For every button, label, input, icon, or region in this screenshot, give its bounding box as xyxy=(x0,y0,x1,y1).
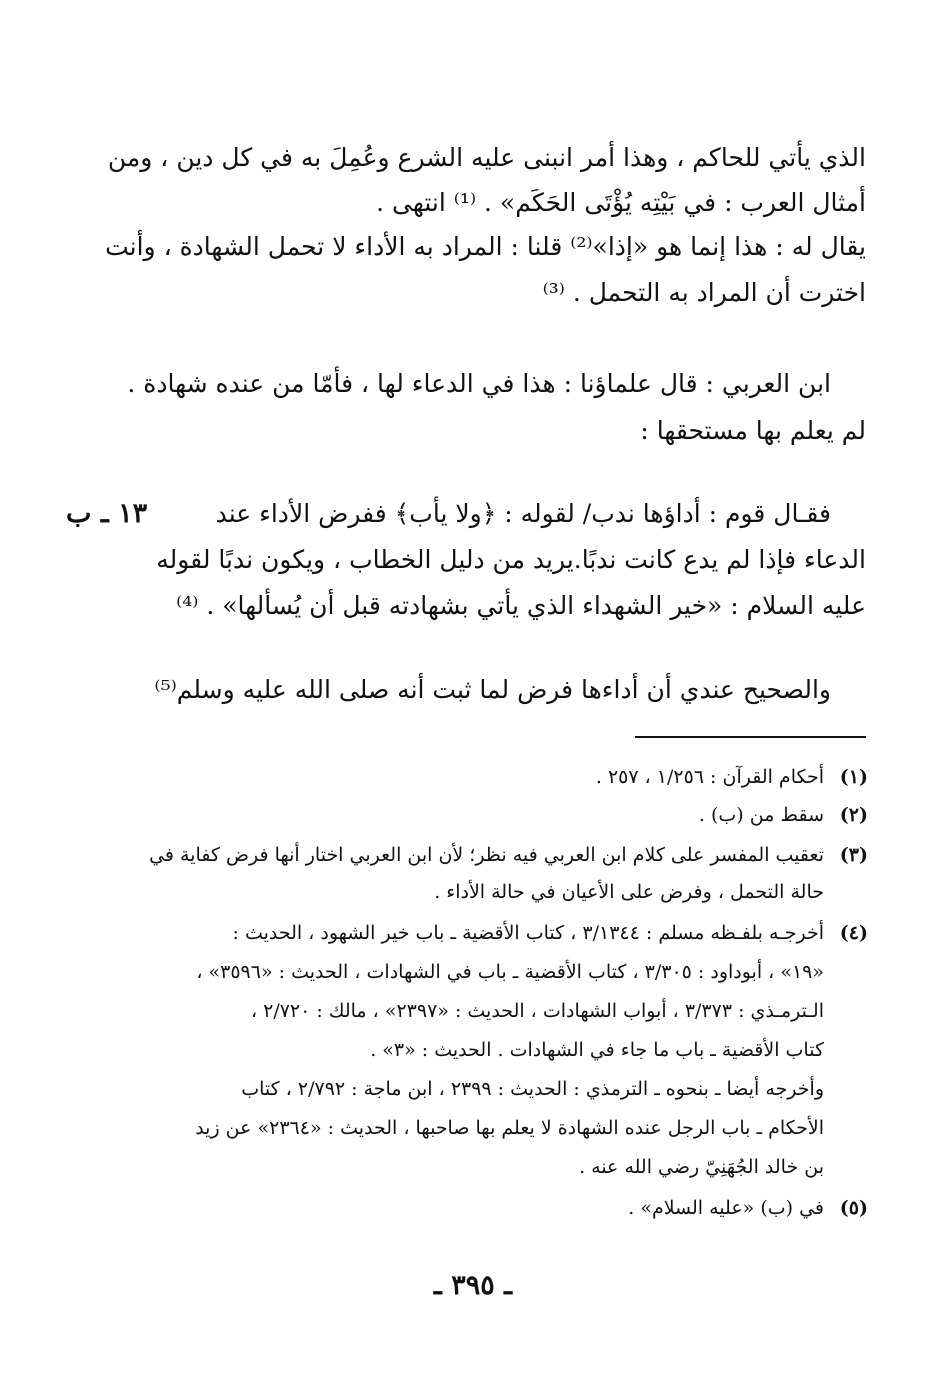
body-line: الدعاء فإذا لم يدع كانت ندبًا.يريد من دليل الخطاب ، ويكون ندبًا لقوله xyxy=(156,545,866,574)
body-line: اخترت أن المراد به التحمل . ⁽³⁾ xyxy=(542,278,866,307)
margin-folio-note: ١٣ ـ ب xyxy=(66,498,148,529)
footnote-line: الـترمـذي : ٣/٣٧٣ ، أبواب الشهادات ، الحديث : «٢٣٩٧» ، مالك : ٢/٧٢٠ ، xyxy=(250,1000,824,1022)
body-line: لم يعلم بها مستحقها : xyxy=(640,416,866,445)
footnote-line: تعقيب المفسر على كلام ابن العربي فيه نظر؛ لأن ابن العربي اختار أنها فرض كفاية في xyxy=(149,844,824,866)
body-line: الذي يأتي للحاكم ، وهذا أمر انبنى عليه الشرع وعُمِلَ به في كل دين ، ومن xyxy=(107,143,866,172)
body-line: أمثال العرب : في بَيْتِه يُؤْتَى الحَكَم» . ⁽¹⁾ انتهى . xyxy=(376,188,866,217)
footnote-number: (٢) xyxy=(839,804,868,826)
footnote-line: سقط من (ب) . xyxy=(698,804,824,826)
footnote-number: (٣) xyxy=(839,844,868,866)
body-line: فقـال قوم : أداؤها ندب/ لقوله : ﴿ولا يأب﴾ ففرض الأداء عند xyxy=(215,499,831,528)
footnote-line: في (ب) «عليه السلام» . xyxy=(628,1197,824,1219)
footnote-line: حالة التحمل ، وفرض على الأعيان في حالة الأداء . xyxy=(434,881,824,903)
page-number: ـ ٣٩٥ ـ xyxy=(433,1270,513,1301)
footnote-number: (٤) xyxy=(839,922,868,944)
footnote-line: أحكام القرآن : ١/٢٥٦ ، ٢٥٧ . xyxy=(595,766,824,788)
body-line: ابن العربي : قال علماؤنا : هذا في الدعاء لها ، فأمّا من عنده شهادة . xyxy=(127,369,831,398)
footnote-line: بن خالد الجُهَنِيّ رضي الله عنه . xyxy=(579,1156,824,1178)
body-line: والصحيح عندي أن أداءها فرض لما ثبت أنه صلى الله عليه وسلم⁽⁵⁾ xyxy=(154,675,831,704)
footnote-number: (١) xyxy=(839,766,868,788)
body-line: عليه السلام : «خير الشهداء الذي يأتي بشهادته قبل أن يُسألها» . ⁽⁴⁾ xyxy=(176,591,866,620)
footnote-separator xyxy=(635,736,866,738)
body-line: يقال له : هذا إنما هو «إذا»⁽²⁾ قلنا : المراد به الأداء لا تحمل الشهادة ، وأنت xyxy=(105,232,866,261)
footnote-line: الأحكام ـ باب الرجل عنده الشهادة لا يعلم بها صاحبها ، الحديث : «٢٣٦٤» عن زيد xyxy=(195,1117,824,1139)
footnote-line: «١٩» ، أبوداود : ٣/٣٠٥ ، كتاب الأقضية ـ باب في الشهادات ، الحديث : «٣٥٩٦» ، xyxy=(196,961,824,983)
footnote-line: وأخرجه أيضا ـ بنحوه ـ الترمذي : الحديث : ٢٣٩٩ ، ابن ماجة : ٢/٧٩٢ ، كتاب xyxy=(241,1078,824,1100)
footnote-number: (٥) xyxy=(839,1197,868,1219)
footnote-line: كتاب الأقضية ـ باب ما جاء في الشهادات . الحديث : «٣» . xyxy=(370,1039,824,1061)
footnote-line: أخرجـه بلفـظه مسلم : ٣/١٣٤٤ ، كتاب الأقضية ـ باب خير الشهود ، الحديث : xyxy=(232,922,824,944)
